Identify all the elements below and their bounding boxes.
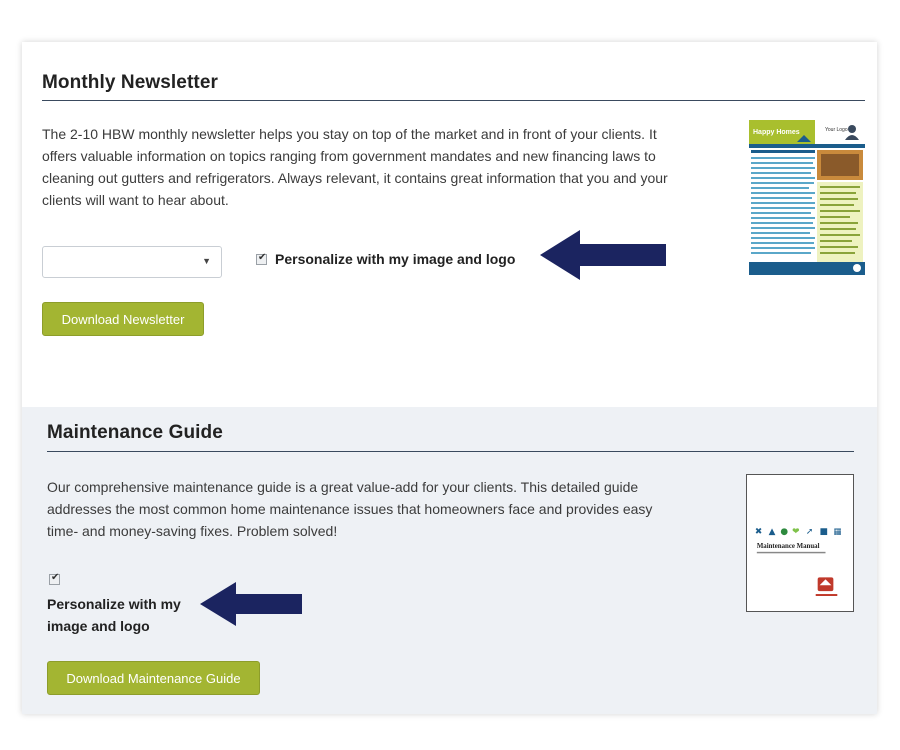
newsletter-personalize-row bbox=[256, 251, 515, 267]
newsletter-thumb-brand: Happy Homes bbox=[753, 129, 800, 136]
maintenance-guide-thumbnail[interactable] bbox=[746, 474, 854, 612]
newsletter-thumbnail[interactable] bbox=[749, 120, 865, 275]
maintenance-personalize-label: Personalize with my image and logo bbox=[47, 596, 181, 634]
newsletter-description: The 2-10 HBW monthly newsletter helps you stay on top of the market and in front of your clients. It offers valuable information on topics ranging from government mandates and new financing laws to cleaning out gutters and refrigerators. Always relevant, it contains great information that you and your clients will want to hear about. bbox=[42, 126, 668, 208]
newsletter-personalize-checkbox[interactable] bbox=[256, 254, 267, 265]
svg-text:▲: ▲ bbox=[768, 527, 776, 538]
svg-text:●: ● bbox=[780, 527, 789, 538]
arrow-left-icon bbox=[540, 230, 668, 280]
chevron-down-icon: ▼ bbox=[202, 256, 211, 266]
newsletter-title: Monthly Newsletter bbox=[42, 72, 218, 93]
newsletter-select[interactable] bbox=[42, 246, 222, 278]
download-maintenance-guide-button[interactable]: Download Maintenance Guide bbox=[47, 661, 260, 695]
content-card bbox=[22, 42, 877, 714]
newsletter-section bbox=[22, 42, 877, 407]
maintenance-personalize-checkbox[interactable] bbox=[49, 574, 60, 585]
svg-text:▦: ▦ bbox=[833, 527, 842, 538]
newsletter-personalize-label: Personalize with my image and logo bbox=[275, 251, 516, 267]
newsletter-divider bbox=[42, 100, 865, 101]
maintenance-section bbox=[22, 407, 877, 714]
svg-text:✖: ✖ bbox=[754, 527, 763, 538]
svg-text:➚: ➚ bbox=[805, 527, 814, 538]
download-newsletter-button[interactable]: Download Newsletter bbox=[42, 302, 204, 336]
svg-text:❤: ❤ bbox=[792, 527, 800, 538]
maintenance-thumb-title: Maintenance Manual bbox=[756, 542, 820, 550]
maintenance-title: Maintenance Guide bbox=[47, 422, 223, 443]
arrow-left-icon bbox=[200, 582, 304, 626]
svg-text:■: ■ bbox=[819, 527, 828, 538]
maintenance-description: Our comprehensive maintenance guide is a great value-add for your clients. This detailed guide addresses the most common home maintenance issues that homeowners face and provides easy time- and money-saving fixes. Problem solved! bbox=[47, 479, 653, 539]
maintenance-divider bbox=[47, 451, 854, 452]
newsletter-thumb-logo-text: Your Logo bbox=[825, 127, 848, 133]
